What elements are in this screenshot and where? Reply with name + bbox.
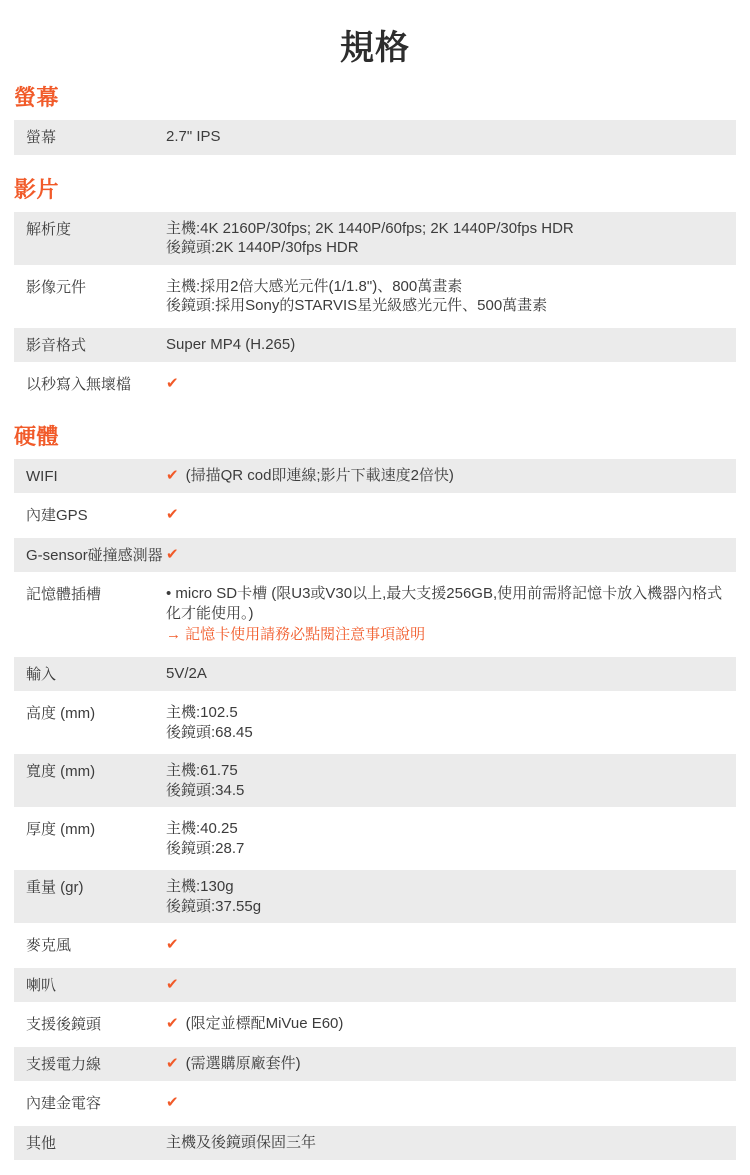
spec-value [166,1133,726,1153]
check-icon: ✔ [166,375,179,392]
check-note: (掃描QR cod即連線;影片下載速度2倍快) [185,466,454,484]
spec-value-line: 主機:採用2倍大感光元件(1/1.8")、800萬畫素 [166,277,463,295]
spec-value-line: 主機及後鏡頭保固三年 [166,1133,317,1151]
spec-value-line: 主機:61.75 [166,762,238,779]
spec-row [14,928,736,963]
check-note: (需選購原廠套件) [185,1054,301,1072]
spec-section [14,81,736,155]
spec-value [166,335,726,355]
spec-row [14,459,736,494]
spec-value [166,1054,726,1074]
spec-row [14,657,736,692]
spec-value-line: 後鏡頭:34.5 [166,781,245,799]
spec-label: 支援後鏡頭 [26,1016,102,1033]
check-icon: ✔ [166,1015,179,1032]
spec-label: 其他 [26,1134,57,1152]
spec-value [166,277,726,316]
spec-row [14,577,736,652]
spec-row [14,212,736,265]
spec-value-line: 後鏡頭:2K 1440P/30fps HDR [166,239,359,256]
spec-value [166,703,726,742]
spec-label: 重量 (gr) [26,879,84,896]
spec-row [14,1126,736,1161]
spec-row [14,120,736,155]
spec-label: 輸入 [26,665,57,683]
spec-row [14,1086,736,1121]
spec-section [14,420,736,1161]
spec-value [166,505,726,525]
spec-value-line [166,466,726,486]
spec-value-line [166,975,726,995]
spec-value-line: 5V/2A [166,664,207,682]
spec-row [14,754,736,807]
spec-value [166,761,726,800]
spec-value [166,1014,726,1034]
spec-value-line: 主機:40.25 [166,820,238,837]
spec-row [14,498,736,533]
spec-row [14,968,736,1003]
spec-value [166,466,726,486]
spec-row [14,1047,736,1082]
spec-label: G-sensor碰撞感測器 [26,546,163,564]
spec-value [166,127,726,147]
spec-value-line [166,374,726,394]
spec-value-line [166,1014,726,1034]
spec-label: 寬度 (mm) [26,763,96,780]
spec-value-line: 後鏡頭:採用Sony的STARVIS星光級感光元件、500萬畫素 [166,297,548,314]
spec-row [14,696,736,749]
spec-section [14,173,736,402]
check-icon: ✔ [166,936,179,953]
check-icon: ✔ [166,506,179,523]
check-icon: ✔ [166,1054,179,1072]
spec-value [166,975,726,995]
section-title: 影片 [14,176,60,202]
spec-row [14,1007,736,1042]
spec-value [166,1093,726,1113]
spec-value-line: Super MP4 (H.265) [166,335,296,353]
spec-value-line: 主機:102.5 [166,704,238,721]
spec-value [166,819,726,858]
spec-value-line: 後鏡頭:28.7 [166,839,245,857]
spec-row [14,328,736,363]
spec-label: 螢幕 [26,129,57,146]
section-title: 硬體 [14,423,60,449]
spec-row [14,538,736,573]
spec-label: 厚度 (mm) [26,821,96,838]
spec-row [14,367,736,402]
spec-value-line: • micro SD卡槽 (限U3或V30以上,最大支援256GB,使用前需將記憶卡放入機器內格式化才能使用。) [166,585,723,622]
check-note: (限定並標配MiVue E60) [185,1015,344,1032]
spec-value [166,545,726,565]
spec-value-line [166,1054,726,1074]
check-icon: ✔ [166,975,179,993]
spec-label: 喇叭 [26,976,57,994]
spec-label: 解析度 [26,220,72,238]
spec-label: 影像元件 [26,278,87,296]
spec-label: 以秒寫入無壞檔 [26,376,132,393]
spec-value [166,219,726,258]
spec-row [14,270,736,323]
spec-value-line: 2.7" IPS [166,128,221,145]
check-icon: ✔ [166,466,179,484]
spec-label: 支援電力線 [26,1055,102,1073]
check-icon: ✔ [166,545,179,563]
spec-value-line: 主機:130g [166,878,234,895]
check-icon: ✔ [166,1094,179,1111]
spec-label: 高度 (mm) [26,705,96,722]
spec-row [14,812,736,865]
spec-value-line [166,505,726,525]
spec-label: WIFI [26,467,58,485]
spec-value-line [166,545,726,565]
spec-value [166,935,726,955]
spec-label: 影音格式 [26,336,87,354]
spec-value-line [166,1093,726,1113]
spec-row [14,870,736,923]
section-title: 螢幕 [14,85,60,110]
spec-value [166,584,726,645]
page-title: 規格 [340,29,410,67]
spec-value-line [166,935,726,955]
spec-label: 麥克風 [26,937,72,954]
spec-label: 內建金電容 [26,1095,102,1112]
spec-value-line: 後鏡頭:37.55g [166,897,262,915]
spec-label: 記憶體插槽 [26,586,102,603]
spec-value [166,877,726,916]
spec-value-line: 後鏡頭:68.45 [166,723,253,741]
spec-value [166,664,726,684]
spec-value-line: 主機:4K 2160P/30fps; 2K 1440P/60fps; 2K 1440P/30fps HDR [166,219,574,237]
memory-card-notice-link[interactable]: → 記憶卡使用請務必點閱注意事項說明 [166,626,426,643]
spec-value [166,374,726,394]
spec-sections [14,81,736,1160]
spec-label: 內建GPS [26,507,88,524]
